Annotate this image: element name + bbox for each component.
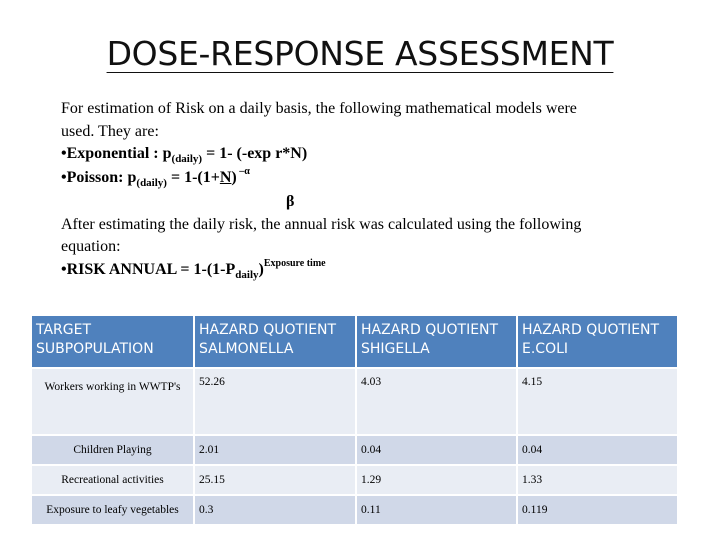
poisson-p: p (127, 168, 137, 186)
risk-annual-subscript: daily (235, 268, 259, 281)
salmonella-cell: 25.15 (194, 465, 356, 495)
ecoli-cell: 0.04 (517, 435, 677, 465)
salmonella-cell: 52.26 (194, 368, 356, 435)
risk-annual-exponent: Exposure time (263, 257, 326, 269)
exponential-subscript: (daily) (171, 153, 203, 165)
subpopulation-cell: Exposure to leafy vegetables (32, 495, 194, 524)
poisson-close: ) (231, 168, 237, 186)
ecoli-cell: 0.119 (517, 495, 677, 524)
poisson-exponent: –α (236, 165, 250, 177)
salmonella-cell: 2.01 (194, 435, 356, 465)
exponential-model (61, 143, 671, 167)
slide-body (61, 98, 671, 283)
slide-title: DOSE-RESPONSE ASSESSMENT (106, 34, 614, 73)
table-row (32, 435, 677, 465)
risk-annual-close: ) (258, 260, 264, 278)
header-ecoli: HAZARD QUOTIENT E.COLI (517, 316, 677, 368)
exponential-formula: = 1- (-exp r*N) (202, 145, 308, 162)
header-salmonella: HAZARD QUOTIENT SALMONELLA (194, 316, 356, 368)
shigella-cell: 4.03 (356, 368, 517, 435)
exponential-p: p (162, 145, 172, 162)
exponential-label: •Exponential : (61, 145, 159, 162)
poisson-n: N (219, 168, 232, 186)
poisson-subscript: (daily) (136, 176, 167, 189)
header-target-subpopulation: TARGET SUBPOPULATION (32, 316, 194, 368)
table-header-row (32, 316, 677, 368)
risk-annual-prefix: •RISK ANNUAL = 1-(1-P (61, 260, 236, 278)
poisson-formula: = 1-(1+ (166, 168, 220, 186)
shigella-cell: 0.04 (356, 435, 517, 465)
subpopulation-cell: Workers working in WWTP's (32, 368, 194, 435)
header-shigella: HAZARD QUOTIENT SHIGELLA (356, 316, 517, 368)
risk-annual-formula (61, 259, 671, 284)
poisson-model (61, 167, 671, 192)
hazard-quotient-table (32, 316, 677, 524)
intro-line-2: used. They are: (61, 122, 159, 140)
table-row (32, 368, 677, 435)
subpopulation-cell: Recreational activities (32, 465, 194, 495)
ecoli-cell: 1.33 (517, 465, 677, 495)
subpopulation-cell: Children Playing (32, 435, 194, 465)
annual-line-1: After estimating the daily risk, the annual risk was calculated using the following (61, 215, 582, 233)
shigella-cell: 0.11 (356, 495, 517, 524)
annual-line-2: equation: (61, 238, 121, 255)
intro-line-1: For estimation of Risk on a daily basis, the following mathematical models were (61, 100, 577, 117)
poisson-label: •Poisson: (61, 168, 124, 186)
salmonella-cell: 0.3 (194, 495, 356, 524)
poisson-beta: β (286, 193, 295, 210)
table-row (32, 465, 677, 495)
shigella-cell: 1.29 (356, 465, 517, 495)
table-row (32, 495, 677, 524)
ecoli-cell: 4.15 (517, 368, 677, 435)
